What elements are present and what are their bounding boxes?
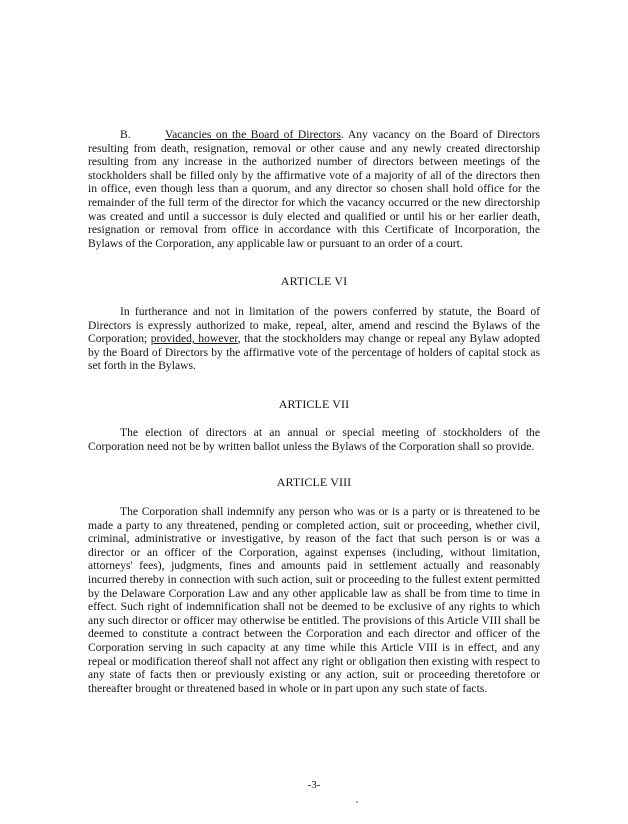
scan-speck	[356, 801, 358, 803]
article-vii-paragraph: The election of directors at an annual or special meeting of stockholders of the Corporation need not be by written ballot unless the Bylaws of the Corporation shall so provide.	[88, 426, 540, 453]
page-number: -3-	[307, 779, 321, 791]
article-viii-heading: ARTICLE VIII	[276, 475, 352, 489]
article-vi-text-before: In furtherance and not in limitation of the powers conferred by statute, the Board of Directors is expressly authorized to make, repeal, alter, amend and rescind the Bylaws of the Corporation;	[88, 305, 540, 346]
article-vii-heading: ARTICLE VII	[278, 397, 350, 411]
section-b-label: B.	[120, 128, 131, 141]
article-vi-heading: ARTICLE VI	[280, 274, 348, 288]
section-b-text: . Any vacancy on the Board of Directors resulting from death, resignation, removal or other cause and any newly created directorship resulting from any increase in the authorized number of directors between meetings of the stockholders shall be filled only by the affirmative vote of a majority of all of the directors then in office, even though less than a quorum, and any director so chosen shall hold office for the remainder of the full term of the director for which the vacancy occurred or the new directorship was created and until a successor is duly elected and qualified or until his or her earlier death, resignation or removal from office in accordance with this Certificate of Incorporation, the Bylaws of the Corporation, any applicable law or pursuant to an order of a court.	[88, 128, 540, 250]
article-vi-paragraph	[88, 305, 540, 373]
article-viii-paragraph: The Corporation shall indemnify any person who was or is a party or is threatened to be made a party to any threatened, pending or completed action, suit or proceeding, whether civil, criminal, administrative or investigative, by reason of the fact that such person is or was a director or an officer of the Corporation, against expenses (including, without limitation, attorneys' fees), judgments, fines and amounts paid in settlement actually and reasonably incurred thereby in connection with such action, suit or proceeding to the fullest extent permitted by the Delaware Corporation Law and any other applicable law as shall be from time to time in effect. Such right of indemnification shall not be deemed to be exclusive of any rights to which any such director or officer may otherwise be entitled. The provisions of this Article VIII shall be deemed to constitute a contract between the Corporation and each director and officer of the Corporation serving in such capacity at any time while this Article VIII is in effect, and any repeal or modification thereof shall not affect any right or obligation then existing with respect to any state of facts then or previously existing or any action, suit or proceeding theretofore or thereafter brought or threatened based in whole or in part upon any such state of facts.	[88, 505, 540, 695]
article-vi-text-after: , that the stockholders may change or repeal any Bylaw adopted by the Board of Directors by the affirmative vote of the percentage of holders of capital stock as set forth in the Bylaws.	[88, 332, 540, 373]
section-b-paragraph	[88, 128, 540, 250]
section-b-title: Vacancies on the Board of Directors	[165, 128, 342, 141]
article-vi-underlined: provided, however	[150, 332, 238, 346]
